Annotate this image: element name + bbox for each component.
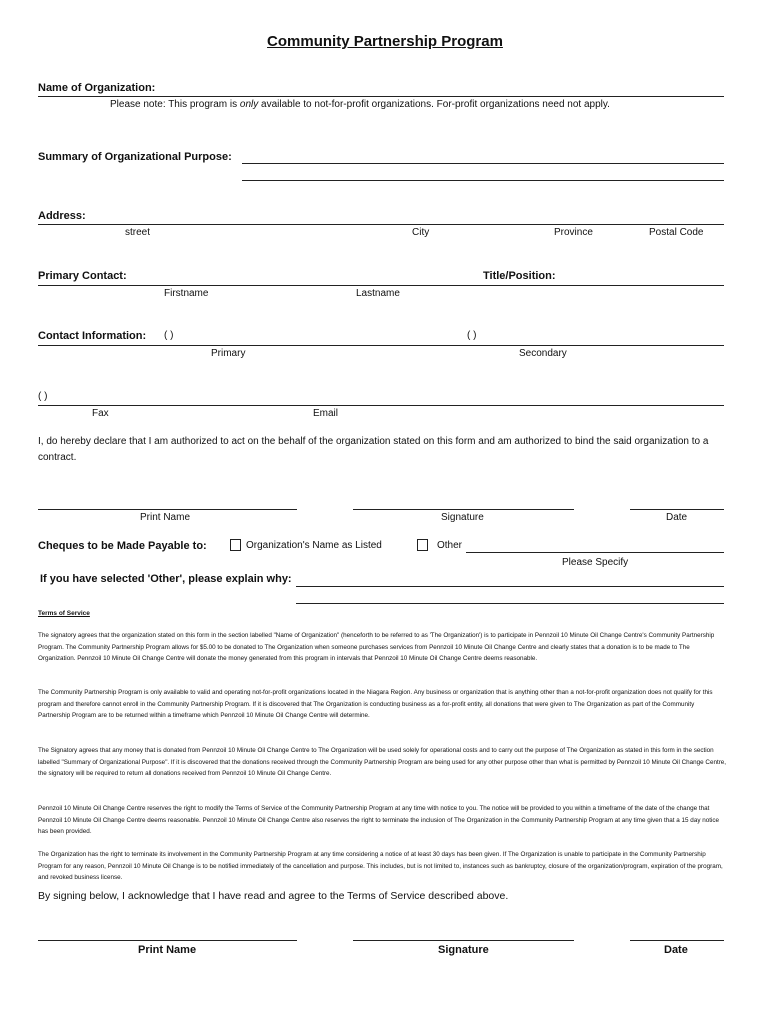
print-name-line[interactable] (38, 509, 297, 510)
purpose-label: Summary of Organizational Purpose: (38, 151, 232, 163)
title-position-label: Title/Position: (483, 270, 556, 282)
purpose-field-line-2[interactable] (242, 180, 724, 181)
org-name-option-label: Organization's Name as Listed (246, 540, 382, 551)
date-caption: Date (666, 512, 688, 523)
secondary-area-code: ( ) (467, 330, 477, 341)
other-option-label: Other (437, 540, 463, 551)
please-specify-caption: Please Specify (562, 557, 629, 568)
explain-field-line-2[interactable] (296, 603, 724, 604)
fax-email-field[interactable] (38, 405, 724, 406)
primary-contact-field[interactable] (38, 285, 724, 286)
purpose-field-line-1[interactable] (242, 163, 724, 164)
form-title: Community Partnership Program (267, 33, 503, 50)
acknowledge-text: By signing below, I acknowledge that I have read and agree to the Terms of Service described above. (38, 890, 509, 902)
signature-line[interactable] (353, 509, 574, 510)
province-caption: Province (554, 227, 593, 238)
fax-caption: Fax (92, 408, 109, 419)
org-note-end: available to not-for-profit organizations. For-profit organizations need not apply. (258, 99, 610, 110)
declaration-text: I, do hereby declare that I am authorized to act on the behalf of the organization stated on this form and am authorized to bind the said organization to a contract. (38, 436, 709, 463)
final-date-line[interactable] (630, 940, 724, 941)
cheques-label: Cheques to be Made Payable to: (38, 540, 207, 552)
signature-caption: Signature (441, 512, 484, 523)
org-name-label: Name of Organization: (38, 82, 156, 94)
explain-field-line-1[interactable] (296, 586, 724, 587)
terms-paragraph-2: The Community Partnership Program is only available to valid and operating not-for-profit organizations located in the Niagara Region. Any business or organization that is anything other than a not-for-profit organization does not qualify for this program and therefore cannot enroll in the Community Partnership Program. If it is discovered that The Organization is conducting business as a for-profit entity, all donations that were given to The Organization as part of the Community Partnership Program are to be returned within a timeframe which Pennzoil 10 Minute Oil Change Centre will determine. (38, 689, 713, 720)
address-label: Address: (38, 210, 86, 222)
contact-info-field[interactable] (38, 345, 724, 346)
terms-heading: Terms of Service (38, 610, 90, 617)
org-name-checkbox[interactable] (230, 539, 241, 551)
address-field[interactable] (38, 224, 724, 225)
org-note (110, 99, 610, 110)
final-print-name-caption: Print Name (138, 944, 197, 956)
primary-area-code: ( ) (164, 330, 174, 341)
lastname-caption: Lastname (356, 288, 400, 299)
city-caption: City (412, 227, 430, 238)
primary-phone-caption: Primary (211, 348, 246, 359)
terms-paragraph-1: The signatory agrees that the organization stated on this form in the section labelled "Name of Organization" (henceforth to be referred to as 'The Organization') is to participate in Pennzoil 10 Minute Oil Change Centre's Community Partnership Program. The Community Partnership Program allows for $5.00 to be donated to The Organization when someone purchases services from Pennzoil 10 Minute Oil Change Centre and clearly states that a donation is to be made to The Organization. Pennzoil 10 Minute Oil Change Centre will donate the money generated from this program in intervals that Pennzoil 10 Minute Oil Change Centre deems reasonable. (38, 632, 715, 663)
terms-paragraph-5: The Organization has the right to terminate its involvement in the Community Partnership Program at any time considering a notice of at least 30 days has been given. If The Organization is unable to participate in the Community Partnership Program for any reason, Pennzoil 10 Minute Oil Change is to be notified immediately of the cancellation and purpose. This includes, but is not limited to, instances such as bankruptcy, closure of the organization/program, expiration of the program, and revoked business license. (38, 851, 723, 882)
firstname-caption: Firstname (164, 288, 209, 299)
final-date-caption: Date (664, 944, 688, 956)
explain-label: If you have selected 'Other', please explain why: (40, 573, 292, 585)
final-signature-line[interactable] (353, 940, 574, 941)
print-name-caption: Print Name (140, 512, 191, 523)
contact-info-label: Contact Information: (38, 330, 147, 342)
final-signature-caption: Signature (438, 944, 489, 956)
email-caption: Email (313, 408, 339, 419)
postal-code-caption: Postal Code (649, 227, 704, 238)
org-note-start: Please note: This program is (110, 99, 240, 110)
other-specify-field[interactable] (466, 552, 724, 553)
primary-contact-label: Primary Contact: (38, 270, 127, 282)
street-caption: street (125, 227, 151, 238)
other-checkbox[interactable] (417, 539, 428, 551)
terms-paragraph-3: The Signatory agrees that any money that is donated from Pennzoil 10 Minute Oil Change Centre to The Organization will be used solely for operational costs and to carry out the purpose of The Organization as stated in this form in the section labelled "Summary of Organizational Purpose". If it is discovered that the donations received through the Community Partnership Program are being used for any other purpose other than what is permitted by Pennzoil 10 Minute Oil Change Centre, the signatory will be required to return all donations received from Pennzoil 10 Minute Oil Change Centre. (38, 747, 727, 778)
org-note-emphasis: only (239, 99, 259, 110)
terms-paragraph-4: Pennzoil 10 Minute Oil Change Centre reserves the right to modify the Terms of Service of the Community Partnership Program at any time with notice to you. The notice will be provided to you within a timeframe of the date of the change that Pennzoil 10 Minute Oil Change Centre deems reasonable. Pennzoil 10 Minute Oil Change Centre also reserves the right to terminate the inclusion of The Organization in the Community Partnership Program at any time given that a 15 day notice has been provided. (38, 805, 720, 836)
date-line[interactable] (630, 509, 724, 510)
secondary-phone-caption: Secondary (519, 348, 567, 359)
org-name-field[interactable] (38, 96, 724, 97)
fax-area-code: ( ) (38, 391, 48, 402)
final-print-name-line[interactable] (38, 940, 297, 941)
